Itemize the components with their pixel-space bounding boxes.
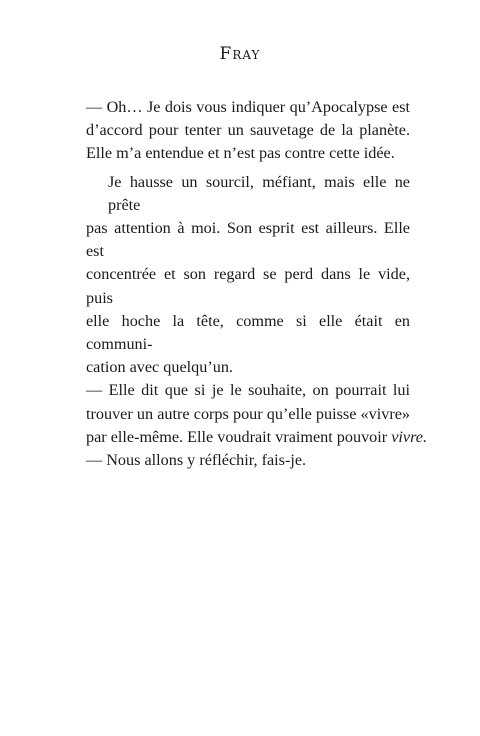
text-line: — Oh… Je dois vous indiquer qu’Apocalypse est	[86, 98, 410, 116]
text-line: concentrée et son regard se perd dans le vide, puis	[86, 265, 410, 307]
text-line: d’accord pour tenter un sauvetage de la planète.	[86, 121, 410, 140]
text-line: elle hoche la tête, comme si elle était en communi-	[86, 311, 410, 354]
text-line: — Elle dit que si je le souhaite, on pourrait lui	[86, 381, 410, 400]
italic-word: vivre.	[391, 427, 428, 446]
text-segment: par elle-même. Elle voudrait vraiment pouvoir	[86, 427, 392, 446]
text-line: trouver un autre corps pour qu’elle puisse «vivre»	[86, 404, 410, 423]
body-text	[86, 96, 428, 472]
running-header	[0, 44, 480, 64]
book-title: Fray	[219, 44, 261, 64]
text-line: — Nous allons y réfléchir, fais-je.	[86, 451, 307, 470]
text-line: pas attention à moi. Son esprit est ailleurs. Elle est	[86, 219, 410, 261]
text-line: Je hausse un sourcil, méfiant, mais elle ne prête	[108, 172, 410, 214]
text-line-mixed	[86, 426, 428, 449]
text-line: cation avec quelqu’un.	[86, 358, 233, 377]
text-line: Elle m’a entendue et n’est pas contre cette idée.	[86, 144, 395, 163]
